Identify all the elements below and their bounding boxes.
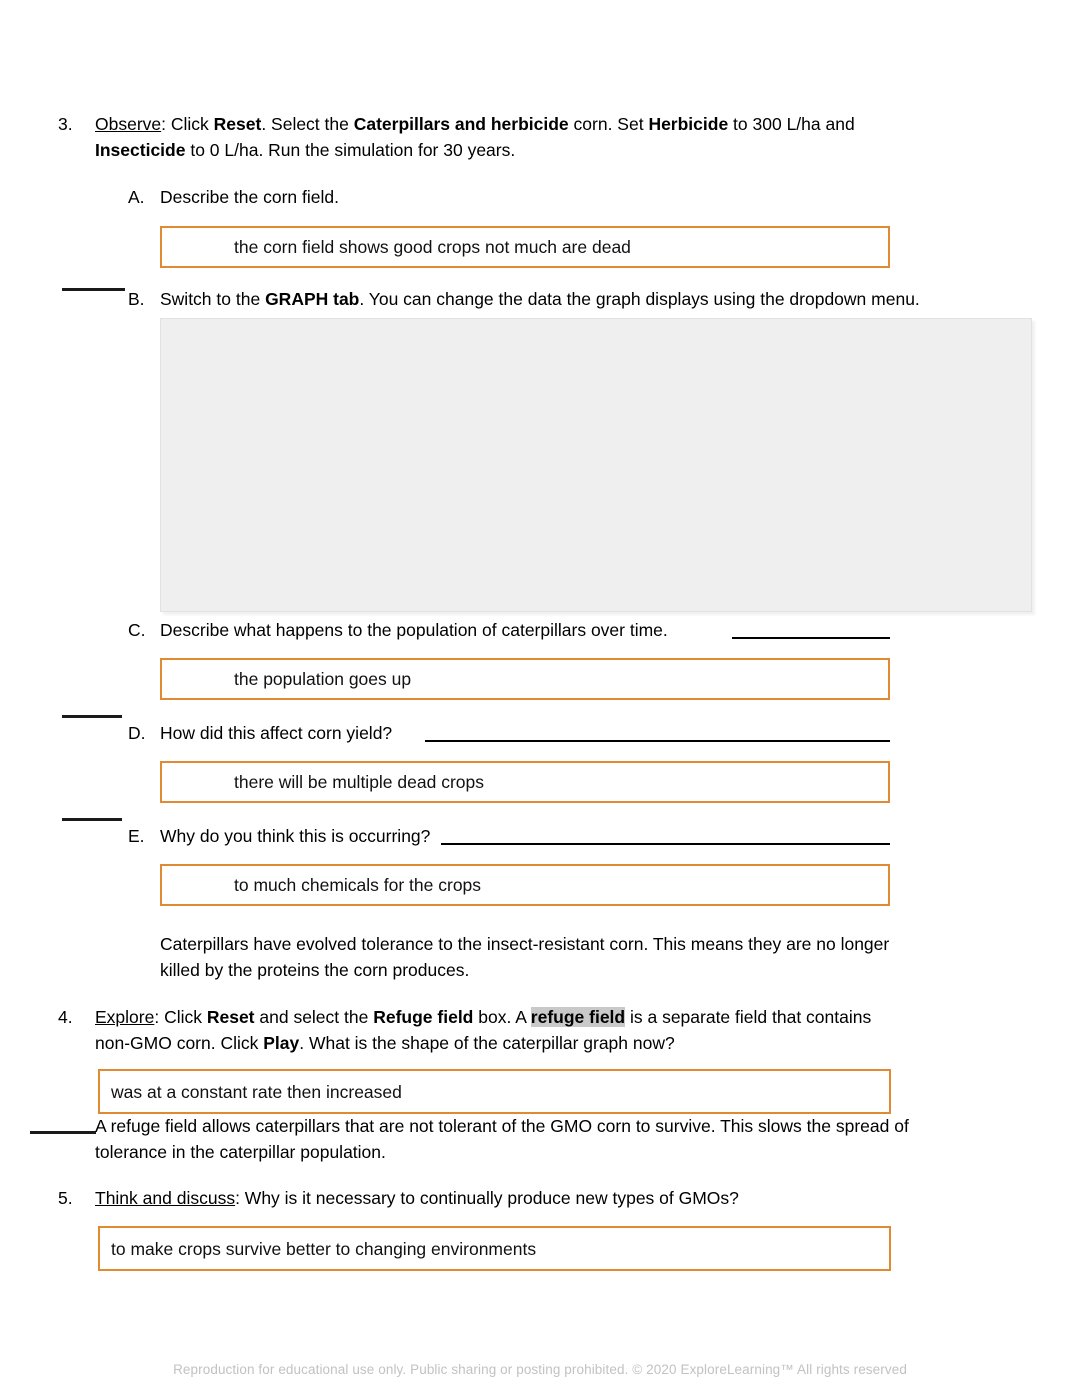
question-4-number: 4. [58,1007,73,1027]
answer-text-4: was at a constant rate then increased [111,1081,402,1102]
answer-box-4[interactable] [98,1069,891,1114]
q4-play-bold: Play [263,1033,300,1053]
question-3a-letter: A. [128,187,145,207]
question-4-note [95,1113,1010,1165]
question-3a-prompt: Describe the corn field. [160,187,339,207]
q4-refuge-field-bold: Refuge field [373,1007,474,1027]
answer-box-5[interactable] [98,1226,891,1271]
margin-artifact-rule-4 [30,1131,96,1134]
answer-text-3e: to much chemicals for the crops [234,875,482,895]
question-3-label: Observe [95,114,162,134]
question-3-note [160,931,990,983]
q3-l1c: . Select the [261,114,354,134]
answer-text-5: to make crops survive better to changing environments [111,1238,537,1259]
page-footer: Reproduction for educational use only. Public sharing or posting prohibited. © 2020 ExploreLearning™ All rights reserved [173,1362,907,1377]
q3b-graph-tab-bold: GRAPH tab [265,289,360,309]
question-5-label: Think and discuss [95,1188,236,1208]
answer-text-3c: the population goes up [234,669,412,689]
margin-artifact-rule-2 [62,715,122,718]
fill-in-rule-3d[interactable] [425,740,890,742]
graph-image-placeholder [160,318,1032,612]
question-3d-letter: D. [128,723,146,743]
question-3d-prompt: How did this affect corn yield? [160,723,393,743]
q3-note-line1: Caterpillars have evolved tolerance to the insect-resistant corn. This means they are no longer [160,934,890,954]
q3-herbicide-bold: Herbicide [648,114,729,134]
answer-text-3d: there will be multiple dead crops [234,772,484,792]
q3-reset-bold: Reset [213,114,262,134]
answer-text-3a: the corn field shows good crops not much are dead [234,237,631,257]
question-3b-letter: B. [128,289,145,309]
q3-l2b: to 0 L/ha. Run the simulation for 30 years. [185,140,516,160]
margin-artifact-rule-3 [62,818,122,821]
question-5-text [95,1185,995,1211]
q3-l1a: : Click [161,114,214,134]
q3-l1e: corn. Set [568,114,649,134]
q4-l1g: is a separate field that contains [625,1007,872,1027]
question-3-number: 3. [58,114,73,134]
question-3c-letter: C. [128,620,146,640]
q4-l2a: non-GMO corn. Click [95,1033,264,1053]
question-3b-prompt [160,286,1040,312]
q4-refuge-field-highlight: refuge field [530,1007,626,1027]
question-4-text [95,1004,1010,1056]
q4-l1a: : Click [154,1007,207,1027]
margin-artifact-rule-1 [62,288,125,291]
q4-note-line2: tolerance in the caterpillar population. [95,1142,386,1162]
answer-box-3e[interactable] [160,864,890,906]
q3b-p1: Switch to the [160,289,266,309]
q3-corn-bold: Caterpillars and herbicide [353,114,569,134]
question-5-number: 5. [58,1188,73,1208]
q4-reset-bold: Reset [206,1007,255,1027]
question-3e-letter: E. [128,826,145,846]
q4-l1e: box. A [473,1007,531,1027]
q4-note-line1: A refuge field allows caterpillars that are not tolerant of the GMO corn to survive. This slows the spread of [95,1116,909,1136]
q3-l1g: to 300 L/ha and [728,114,855,134]
q3-insecticide-bold: Insecticide [95,140,186,160]
q4-l2c: . What is the shape of the caterpillar graph now? [299,1033,675,1053]
q4-l1c: and select the [254,1007,374,1027]
answer-box-3a[interactable] [160,226,890,268]
fill-in-rule-3c[interactable] [732,637,890,639]
q5-prompt: : Why is it necessary to continually produce new types of GMOs? [235,1188,739,1208]
q3b-p3: . You can change the data the graph displays using the dropdown menu. [359,289,920,309]
answer-box-3d[interactable] [160,761,890,803]
answer-box-3c[interactable] [160,658,890,700]
question-3c-prompt: Describe what happens to the population of caterpillars over time. [160,620,668,640]
question-3e-prompt: Why do you think this is occurring? [160,826,431,846]
question-3-text [95,111,1005,163]
question-4-label: Explore [95,1007,155,1027]
fill-in-rule-3e[interactable] [441,843,890,845]
q3-note-line2: killed by the proteins the corn produces. [160,960,470,980]
